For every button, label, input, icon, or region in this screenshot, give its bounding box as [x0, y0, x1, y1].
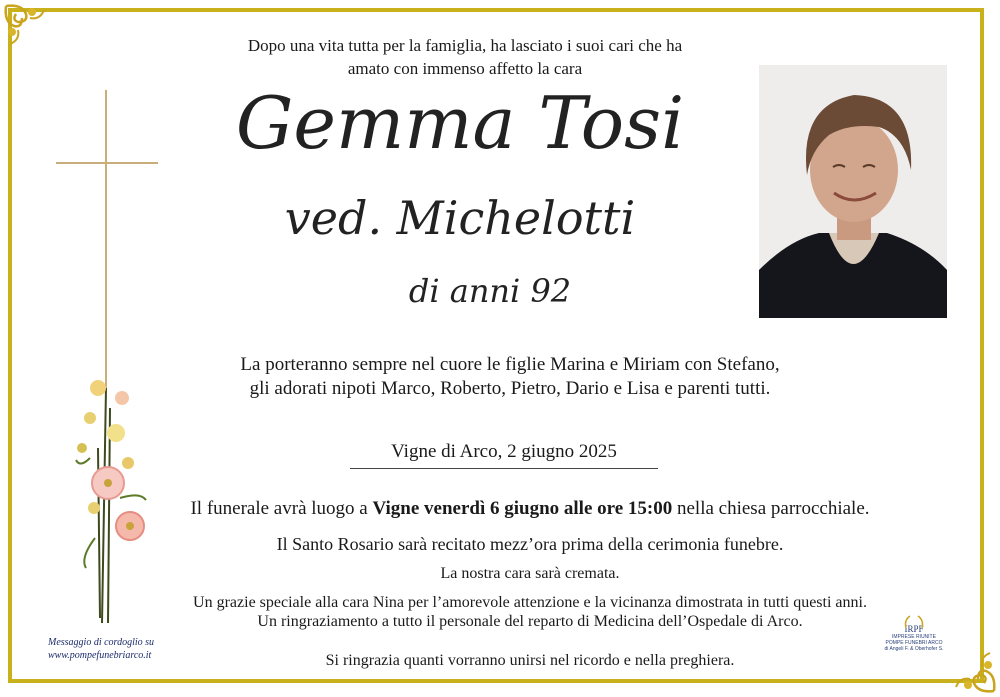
ornament-corner-icon: [2, 2, 48, 48]
intro-line: amato con immenso affetto la cara: [347, 59, 583, 78]
logo-line: di Angeli F. & Oberhofer S.: [884, 646, 944, 652]
thanks-line: Un ringraziamento a tutto il personale del reparto di Medicina dell’Ospedale di Arco.: [257, 613, 803, 630]
funeral-home-logo: [880, 614, 948, 664]
mourners-line: gli adorati nipoti Marco, Roberto, Pietro, Dario e Lisa e parenti tutti.: [249, 378, 771, 399]
funeral-prefix: Il funerale avrà luogo a: [190, 498, 373, 519]
funeral-time-place: Vigne venerdì 6 giugno alle ore 15:00: [372, 498, 673, 519]
ornament-corner-icon: [952, 649, 998, 695]
funeral-suffix: nella chiesa parrocchiale.: [672, 498, 870, 519]
deceased-age: di anni 92: [408, 272, 572, 310]
logo-monogram: IRPF: [904, 624, 924, 634]
condolence-link[interactable]: www.pompefunebriarco.it: [48, 650, 152, 661]
closing-text: Si ringrazia quanti vorranno unirsi nel ricordo e nella preghiera.: [325, 652, 735, 669]
intro-line: Dopo una vita tutta per la famiglia, ha lasciato i suoi cari che ha: [247, 36, 683, 55]
mourners-line: La porteranno sempre nel cuore le figlie Marina e Miriam con Stefano,: [240, 354, 780, 375]
cremation-notice: La nostra cara sarà cremata.: [440, 565, 620, 582]
place-and-date: Vigne di Arco, 2 giugno 2025: [350, 438, 658, 469]
rosary-notice: Il Santo Rosario sarà recitato mezz’ora prima della cerimonia funebre.: [276, 534, 784, 554]
condolence-label: Messaggio di cordoglio su: [48, 637, 155, 648]
mourners-text: [160, 353, 860, 401]
intro-text: [170, 34, 760, 80]
thanks-line: Un grazie speciale alla cara Nina per l’amorevole attenzione e la vicinanza dimostrata in tutti questi anni.: [193, 594, 867, 611]
funeral-details: [120, 496, 940, 522]
deceased-portrait-photo: [759, 65, 947, 318]
logo-line: IMPRESE RIUNITE: [892, 634, 936, 640]
deceased-married-name: ved. Michelotti: [284, 191, 636, 245]
condolence-message[interactable]: [48, 636, 198, 662]
logo-line: POMPE FUNEBRI ARCO: [885, 640, 943, 646]
portrait-image: [759, 65, 947, 318]
laurel-icon: [902, 614, 926, 630]
deceased-name: Gemma Tosi: [235, 81, 685, 165]
